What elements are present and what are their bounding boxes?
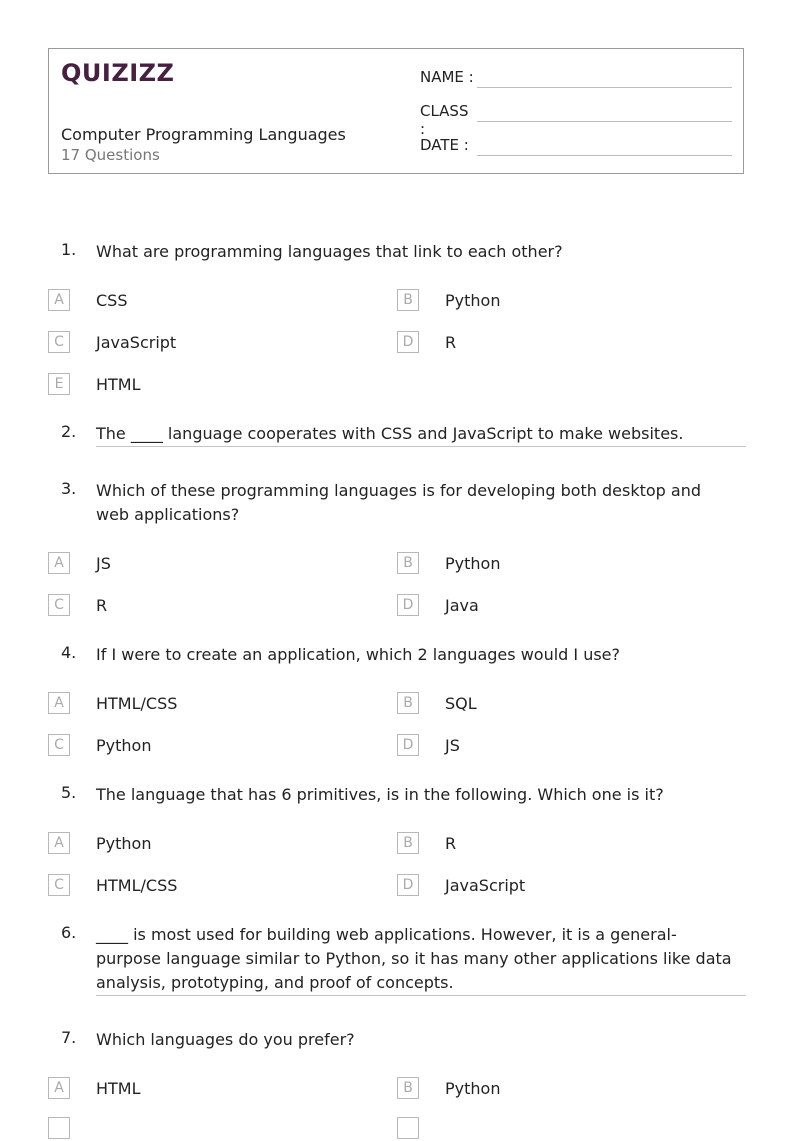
quizizz-logo: QUIZIZZ (61, 59, 175, 87)
option-text: JS (445, 736, 460, 755)
option-letter: A (48, 692, 70, 714)
date-line (477, 154, 732, 156)
question-number: 7. (61, 1028, 77, 1047)
name-line (477, 86, 732, 88)
worksheet-title: Computer Programming Languages (61, 125, 346, 144)
option-letter: C (48, 331, 70, 353)
option-text: HTML (96, 375, 141, 394)
option-letter: A (48, 1077, 70, 1099)
question-number: 1. (61, 240, 77, 259)
option-letter: B (397, 832, 419, 854)
class-field[interactable] (420, 102, 476, 138)
question-text: If I were to create an application, which 2 languages would I use? (96, 645, 621, 664)
option-text: Python (96, 736, 152, 755)
option-letter: B (397, 289, 419, 311)
option-text: Python (445, 554, 501, 573)
option-letter: B (397, 1077, 419, 1099)
question-number: 6. (61, 923, 77, 942)
question-text: Which of these programming languages is for developing both desktop and web applications? (96, 481, 702, 524)
option-text: HTML (96, 1079, 141, 1098)
question-text: ____ is most used for building web applications. However, it is a general-purpose language similar to Python, so it has many other applications like data analysis, prototyping, and proof of concepts. (96, 925, 732, 992)
option-letter-box (397, 1117, 419, 1139)
class-line (477, 120, 732, 122)
question-number: 3. (61, 479, 77, 498)
option-text: SQL (445, 694, 477, 713)
option-text: JavaScript (445, 876, 526, 895)
answer-line[interactable] (96, 445, 746, 447)
option-text: JavaScript (96, 333, 177, 352)
option-text: HTML/CSS (96, 876, 178, 895)
answer-line[interactable] (96, 994, 746, 996)
question-text: The language that has 6 primitives, is in the following. Which one is it? (96, 785, 664, 804)
option-letter: A (48, 832, 70, 854)
option-text: CSS (96, 291, 128, 310)
option-letter: D (397, 874, 419, 896)
option-letter: E (48, 373, 70, 395)
worksheet-header (48, 48, 744, 174)
name-label: NAME : (420, 68, 474, 86)
option-letter: C (48, 594, 70, 616)
option-letter: D (397, 734, 419, 756)
option-letter: D (397, 594, 419, 616)
question-number: 5. (61, 783, 77, 802)
option-letter: C (48, 874, 70, 896)
question-text: Which languages do you prefer? (96, 1030, 355, 1049)
question-number: 2. (61, 422, 77, 441)
option-text: Java (445, 596, 479, 615)
question-number: 4. (61, 643, 77, 662)
option-letter: A (48, 289, 70, 311)
option-text: R (445, 834, 457, 853)
date-label: DATE : (420, 136, 469, 154)
option-letter: B (397, 552, 419, 574)
option-text: Python (445, 1079, 501, 1098)
option-letter: B (397, 692, 419, 714)
class-label: CLASS : (420, 102, 469, 138)
option-text: R (445, 333, 457, 352)
option-text: JS (96, 554, 111, 573)
question-count: 17 Questions (61, 146, 160, 164)
option-letter: D (397, 331, 419, 353)
option-text: Python (445, 291, 501, 310)
option-letter-box (48, 1117, 70, 1139)
option-text: HTML/CSS (96, 694, 178, 713)
name-field[interactable] (420, 68, 476, 86)
question-text: What are programming languages that link to each other? (96, 242, 563, 261)
option-letter: C (48, 734, 70, 756)
option-text: R (96, 596, 108, 615)
option-text: Python (96, 834, 152, 853)
question-text: The ____ language cooperates with CSS and JavaScript to make websites. (96, 424, 684, 443)
date-field[interactable] (420, 136, 476, 154)
option-letter: A (48, 552, 70, 574)
